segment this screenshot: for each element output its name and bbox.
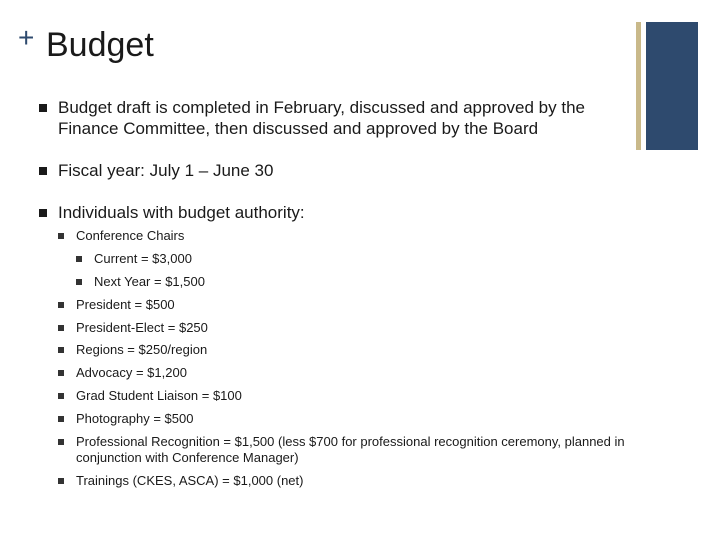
sub-sub-bullet-item [94, 274, 634, 290]
accent-block [646, 22, 698, 150]
sub-bullet-text: Conference Chairs [76, 228, 185, 243]
sub-bullet-item [76, 297, 636, 313]
sub-bullet-text: Grad Student Liaison = $100 [76, 388, 242, 403]
square-bullet-icon [39, 209, 47, 217]
square-bullet-icon [58, 478, 64, 484]
bullet-item [58, 202, 628, 223]
square-bullet-icon [58, 302, 64, 308]
sub-bullet-item [76, 342, 636, 358]
sub-bullet-item [76, 228, 636, 244]
square-bullet-icon [39, 104, 47, 112]
sub-bullet-text: Photography = $500 [76, 411, 194, 426]
sub-bullet-text: President-Elect = $250 [76, 320, 208, 335]
sub-bullet-text: Professional Recognition = $1,500 (less $700 for professional recognition ceremony, planned in conjunction with Conference Manager) [76, 434, 625, 465]
bullet-item [58, 160, 628, 181]
bullet-text: Individuals with budget authority: [58, 203, 305, 222]
square-bullet-icon [58, 370, 64, 376]
sub-bullet-item [76, 320, 636, 336]
sub-bullet-item [76, 434, 636, 466]
sub-bullet-item [76, 411, 636, 427]
square-bullet-icon [58, 325, 64, 331]
sub-bullet-text: Regions = $250/region [76, 342, 208, 357]
plus-icon: + [18, 22, 35, 53]
square-bullet-icon [58, 347, 64, 353]
accent-bar [636, 22, 641, 150]
sub-sub-bullet-text: Next Year = $1,500 [94, 274, 205, 289]
bullet-text: Budget draft is completed in February, discussed and approved by the Finance Committee, then discussed and approved by the Board [58, 98, 585, 138]
square-bullet-icon [58, 393, 64, 399]
sub-sub-bullet-item [94, 251, 634, 267]
sub-bullet-text: President = $500 [76, 297, 175, 312]
square-bullet-icon [58, 416, 64, 422]
square-bullet-icon [76, 279, 82, 285]
square-bullet-icon [76, 256, 82, 262]
slide-title: Budget [46, 26, 154, 64]
sub-bullet-item [76, 473, 636, 489]
square-bullet-icon [58, 233, 64, 239]
sub-bullet-text: Trainings (CKES, ASCA) = $1,000 (net) [76, 473, 304, 488]
square-bullet-icon [39, 167, 47, 175]
sub-bullet-item [76, 388, 636, 404]
sub-bullet-text: Advocacy = $1,200 [76, 365, 187, 380]
square-bullet-icon [58, 439, 64, 445]
bullet-item [58, 97, 628, 139]
bullet-text: Fiscal year: July 1 – June 30 [58, 161, 274, 180]
sub-bullet-item [76, 365, 636, 381]
sub-sub-bullet-text: Current = $3,000 [94, 251, 192, 266]
